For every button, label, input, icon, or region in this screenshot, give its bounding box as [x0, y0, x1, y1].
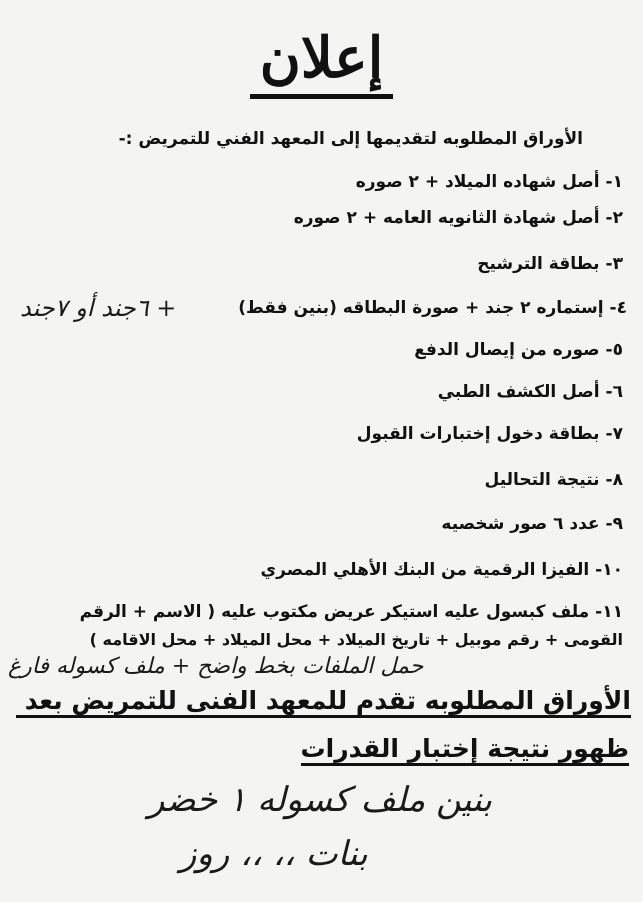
list-item: ٥-صوره من إيصال الدفع: [414, 340, 623, 360]
handwritten-girls-note: بنات ،، ،، روز: [180, 834, 368, 874]
handwritten-note-files: حمل الملفات بخط واضح + ملف كسوله فارغ: [8, 654, 424, 679]
list-item: ٨-نتيجة التحاليل: [484, 470, 623, 490]
list-item: ٤-إستماره ٢ جند + صورة البطاقه (بنين فقط): [238, 298, 627, 318]
list-item: ١٠-الفيزا الرقمية من البنك الأهلي المصري: [260, 560, 623, 580]
list-item: ٧-بطاقة دخول إختبارات القبول: [356, 424, 623, 444]
handwritten-boys-note: بنين ملف كسوله ١ خضر: [148, 780, 492, 820]
list-item: ٩-عدد ٦ صور شخصيه: [441, 514, 623, 534]
list-item: ١-أصل شهاده الميلاد + ٢ صوره: [355, 172, 623, 192]
list-item: ٢-أصل شهادة الثانويه العامه + ٢ صوره: [293, 208, 623, 228]
page-title: إعلان: [0, 30, 643, 99]
after-results-line2: ظهور نتيجة إختبار القدرات: [301, 734, 629, 766]
after-results-line1: الأوراق المطلوبه تقدم للمعهد الفنى للتمريض بعد: [16, 686, 631, 718]
list-item: ٣-بطاقة الترشيح: [477, 254, 623, 274]
list-item: ٦-أصل الكشف الطبي: [437, 382, 623, 402]
list-item-continuation: القومى + رقم موبيل + تاريخ الميلاد + محل الميلاد + محل الاقامه ): [89, 630, 623, 649]
list-item: ١١-ملف كبسول عليه استيكر عريض مكتوب عليه ( الاسم + الرقم: [79, 602, 623, 622]
intro-text: الأوراق المطلوبه لتقديمها إلى المعهد الفني للتمريض :-: [118, 129, 583, 149]
handwritten-note-item4: + ٦جند أو ٧جند: [20, 294, 177, 322]
